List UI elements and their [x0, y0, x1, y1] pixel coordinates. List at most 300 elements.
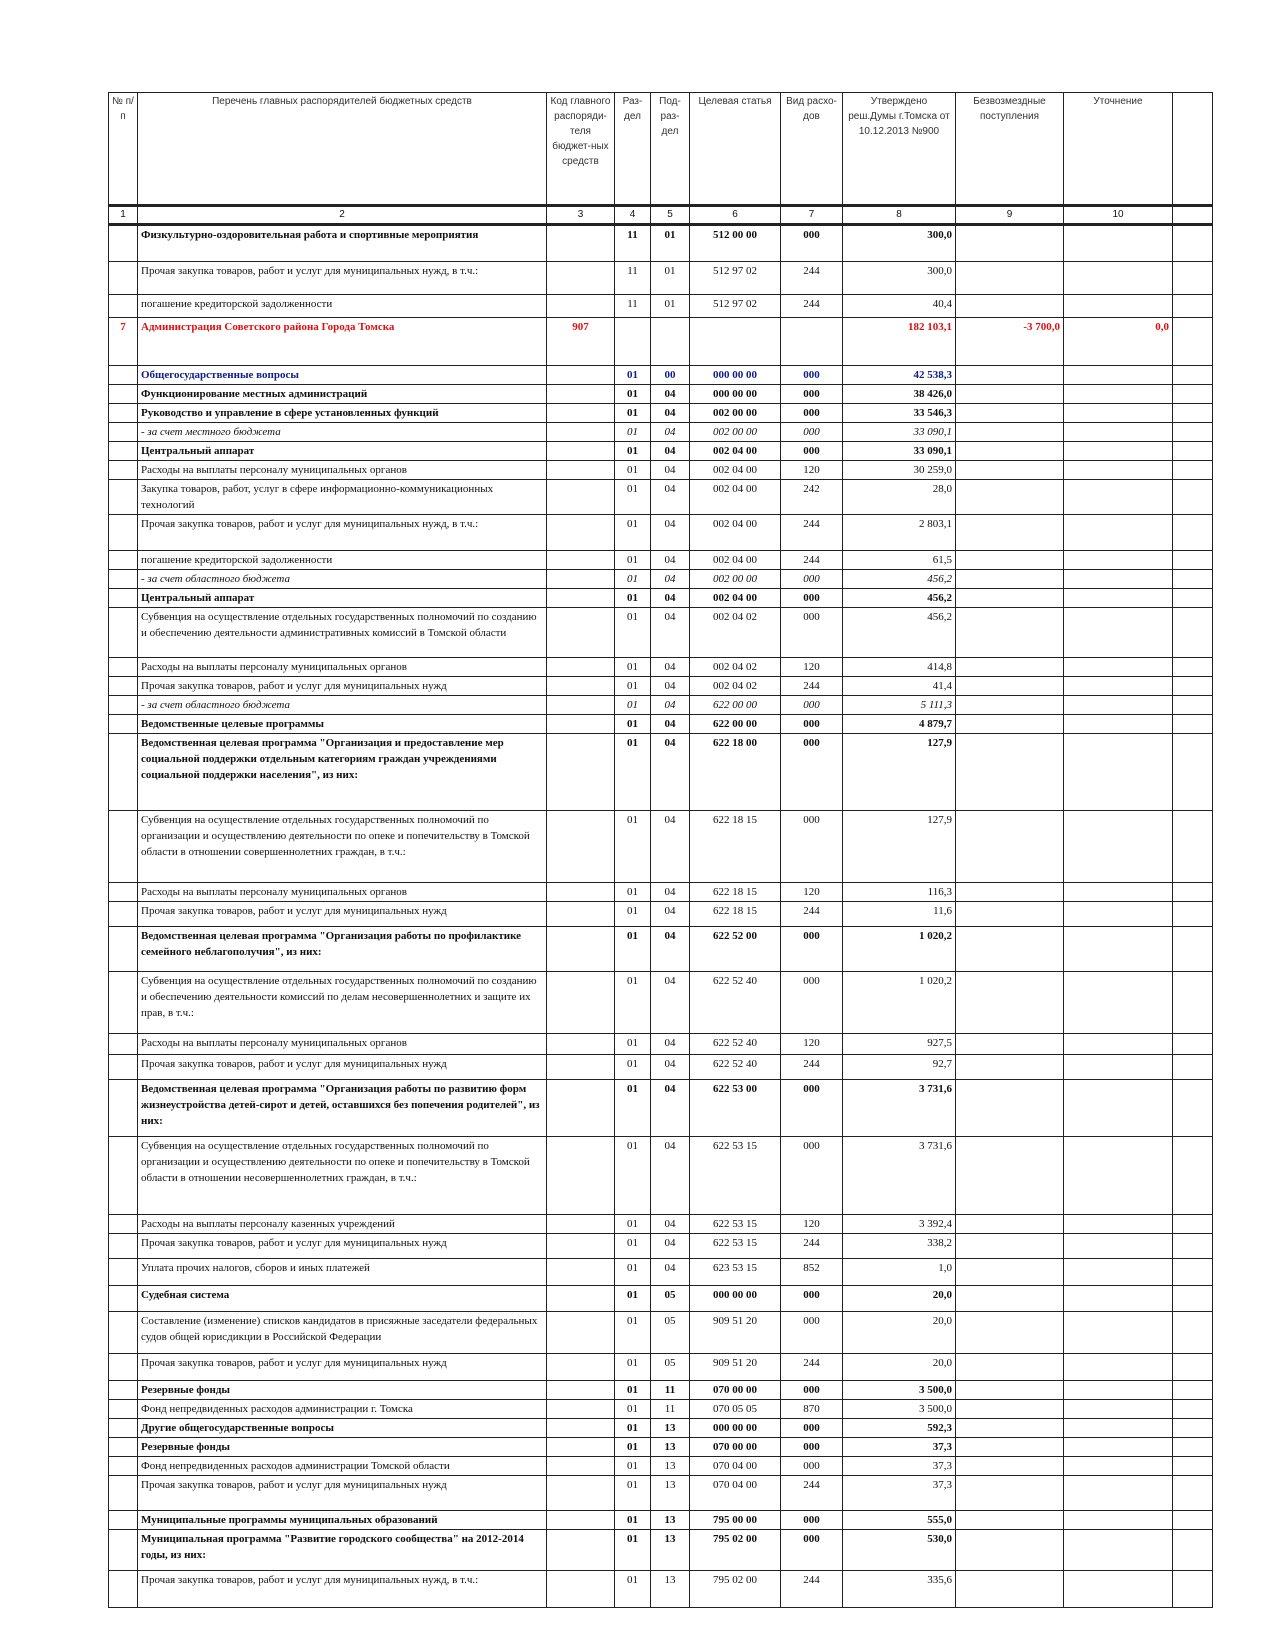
cell-expense-type: 244	[781, 1354, 843, 1381]
cell-extra	[1173, 1080, 1213, 1137]
cell-approved: Утверждено реш.Думы г.Томска от 10.12.2013 №900	[843, 93, 956, 206]
cell-approved: 37,3	[843, 1457, 956, 1476]
cell-target-article: 623 53 15	[690, 1259, 781, 1286]
cell-approved: 20,0	[843, 1286, 956, 1312]
cell-subsection: 04	[651, 385, 690, 404]
cell-gratuitous	[956, 972, 1064, 1034]
cell-subsection: 04	[651, 927, 690, 972]
cell-num	[109, 385, 138, 404]
cell-refinement	[1064, 1259, 1173, 1286]
table-row	[109, 366, 1213, 385]
cell-expense-type: 000	[781, 570, 843, 589]
table-row	[109, 1571, 1213, 1608]
table-row	[109, 734, 1213, 811]
cell-num	[109, 423, 138, 442]
cell-target-article: 795 02 00	[690, 1571, 781, 1608]
cell-target-article: 909 51 20	[690, 1312, 781, 1354]
cell-refinement	[1064, 658, 1173, 677]
cell-subsection: 01	[651, 262, 690, 295]
cell-extra	[1173, 927, 1213, 972]
cell-approved: 37,3	[843, 1438, 956, 1457]
table-row	[109, 385, 1213, 404]
cell-name: Муниципальная программа "Развитие городского сообщества" на 2012-2014 годы, из них:	[138, 1530, 547, 1571]
cell-expense-type: 120	[781, 1034, 843, 1055]
cell-target-article: 000 00 00	[690, 385, 781, 404]
cell-refinement	[1064, 1286, 1173, 1312]
cell-refinement	[1064, 442, 1173, 461]
cell-section: 01	[615, 1419, 651, 1438]
cell-subsection: Под-раз-дел	[651, 93, 690, 206]
cell-refinement	[1064, 461, 1173, 480]
table-row	[109, 423, 1213, 442]
cell-target-article: 070 04 00	[690, 1476, 781, 1511]
cell-code	[547, 811, 615, 883]
cell-gratuitous	[956, 1259, 1064, 1286]
cell-expense-type: 7	[781, 206, 843, 225]
table-row	[109, 1034, 1213, 1055]
cell-extra	[1173, 902, 1213, 927]
cell-num	[109, 677, 138, 696]
cell-gratuitous	[956, 1511, 1064, 1530]
cell-gratuitous	[956, 1286, 1064, 1312]
cell-approved: 33 546,3	[843, 404, 956, 423]
cell-section: 01	[615, 480, 651, 515]
cell-section: 01	[615, 1530, 651, 1571]
cell-num	[109, 461, 138, 480]
cell-target-article: 6	[690, 206, 781, 225]
cell-section: 01	[615, 658, 651, 677]
cell-gratuitous	[956, 423, 1064, 442]
cell-refinement	[1064, 262, 1173, 295]
cell-approved: 42 538,3	[843, 366, 956, 385]
cell-gratuitous	[956, 658, 1064, 677]
cell-name: Ведомственная целевая программа "Организация работы по развитию форм жизнеустройства детей-сирот и детей, оставшихся без попечения родителей", из них:	[138, 1080, 547, 1137]
cell-subsection	[651, 318, 690, 366]
cell-expense-type: 000	[781, 1511, 843, 1530]
cell-expense-type: 000	[781, 589, 843, 608]
cell-extra	[1173, 515, 1213, 551]
cell-gratuitous	[956, 1234, 1064, 1259]
cell-section: 01	[615, 366, 651, 385]
cell-refinement	[1064, 1080, 1173, 1137]
cell-refinement	[1064, 715, 1173, 734]
cell-target-article: Целевая статья	[690, 93, 781, 206]
cell-approved: 61,5	[843, 551, 956, 570]
cell-section: 01	[615, 608, 651, 658]
cell-code	[547, 385, 615, 404]
cell-extra	[1173, 1419, 1213, 1438]
cell-section: 01	[615, 902, 651, 927]
cell-gratuitous	[956, 1055, 1064, 1080]
cell-target-article: 002 00 00	[690, 404, 781, 423]
cell-gratuitous	[956, 608, 1064, 658]
cell-target-article: 002 04 00	[690, 515, 781, 551]
cell-section: 01	[615, 696, 651, 715]
cell-refinement	[1064, 1571, 1173, 1608]
cell-name: Прочая закупка товаров, работ и услуг для муниципальных нужд	[138, 1234, 547, 1259]
cell-name: Прочая закупка товаров, работ и услуг для муниципальных нужд, в т.ч.:	[138, 1571, 547, 1608]
cell-refinement	[1064, 423, 1173, 442]
cell-expense-type: 244	[781, 295, 843, 318]
cell-subsection: 04	[651, 461, 690, 480]
cell-gratuitous	[956, 715, 1064, 734]
cell-num	[109, 1571, 138, 1608]
cell-code	[547, 1381, 615, 1400]
cell-expense-type: 000	[781, 1530, 843, 1571]
cell-code	[547, 1259, 615, 1286]
cell-name: Ведомственная целевая программа "Организация работы по профилактике семейного неблагополучия", из них:	[138, 927, 547, 972]
cell-expense-type: 000	[781, 1286, 843, 1312]
cell-num	[109, 262, 138, 295]
cell-section: 4	[615, 206, 651, 225]
cell-section: 01	[615, 1286, 651, 1312]
cell-subsection: 13	[651, 1419, 690, 1438]
table-row	[109, 1381, 1213, 1400]
cell-section: 01	[615, 1438, 651, 1457]
cell-name: Расходы на выплаты персоналу казенных учреждений	[138, 1215, 547, 1234]
cell-section: 01	[615, 883, 651, 902]
cell-name: - за счет областного бюджета	[138, 696, 547, 715]
cell-gratuitous	[956, 1312, 1064, 1354]
cell-num	[109, 480, 138, 515]
cell-name: Прочая закупка товаров, работ и услуг для муниципальных нужд, в т.ч.:	[138, 262, 547, 295]
table-row	[109, 461, 1213, 480]
table-row	[109, 1476, 1213, 1511]
cell-target-article: 070 05 05	[690, 1400, 781, 1419]
cell-extra	[1173, 225, 1213, 262]
cell-gratuitous	[956, 1476, 1064, 1511]
cell-gratuitous	[956, 551, 1064, 570]
cell-gratuitous	[956, 1137, 1064, 1215]
cell-target-article: 002 04 00	[690, 589, 781, 608]
cell-target-article: 622 00 00	[690, 696, 781, 715]
cell-approved: 28,0	[843, 480, 956, 515]
cell-gratuitous: -3 700,0	[956, 318, 1064, 366]
cell-code	[547, 927, 615, 972]
cell-subsection: 5	[651, 206, 690, 225]
cell-extra	[1173, 1137, 1213, 1215]
cell-section: 01	[615, 1511, 651, 1530]
cell-expense-type: 000	[781, 1137, 843, 1215]
cell-section: 01	[615, 1571, 651, 1608]
cell-num	[109, 295, 138, 318]
cell-extra	[1173, 811, 1213, 883]
cell-section: 01	[615, 1034, 651, 1055]
cell-num	[109, 1457, 138, 1476]
cell-extra	[1173, 1381, 1213, 1400]
cell-refinement	[1064, 1234, 1173, 1259]
cell-gratuitous	[956, 404, 1064, 423]
cell-section: 01	[615, 461, 651, 480]
cell-subsection: 04	[651, 480, 690, 515]
cell-target-article: 512 00 00	[690, 225, 781, 262]
cell-extra	[1173, 1438, 1213, 1457]
cell-name: Общегосударственные вопросы	[138, 366, 547, 385]
cell-approved: 338,2	[843, 1234, 956, 1259]
cell-extra	[1173, 1055, 1213, 1080]
table-row	[109, 1457, 1213, 1476]
cell-gratuitous: Безвозмездные поступления	[956, 93, 1064, 206]
cell-num	[109, 1055, 138, 1080]
cell-gratuitous	[956, 262, 1064, 295]
cell-section: 11	[615, 262, 651, 295]
cell-subsection: 04	[651, 715, 690, 734]
table-row	[109, 1438, 1213, 1457]
table-row	[109, 262, 1213, 295]
cell-target-article: 622 53 15	[690, 1234, 781, 1259]
cell-section: 01	[615, 1055, 651, 1080]
cell-approved: 4 879,7	[843, 715, 956, 734]
cell-refinement	[1064, 696, 1173, 715]
cell-section: 01	[615, 811, 651, 883]
cell-target-article: 622 18 00	[690, 734, 781, 811]
cell-subsection: 11	[651, 1400, 690, 1419]
cell-num	[109, 366, 138, 385]
cell-target-article: 000 00 00	[690, 1419, 781, 1438]
cell-num	[109, 1259, 138, 1286]
cell-section: 01	[615, 972, 651, 1034]
cell-extra	[1173, 93, 1213, 206]
cell-subsection: 04	[651, 696, 690, 715]
cell-subsection: 04	[651, 404, 690, 423]
table-row	[109, 404, 1213, 423]
cell-num	[109, 1080, 138, 1137]
cell-code	[547, 734, 615, 811]
cell-section: 01	[615, 1381, 651, 1400]
cell-extra	[1173, 1400, 1213, 1419]
cell-extra	[1173, 461, 1213, 480]
cell-num	[109, 515, 138, 551]
cell-refinement	[1064, 1530, 1173, 1571]
cell-gratuitous	[956, 442, 1064, 461]
cell-code	[547, 1354, 615, 1381]
cell-section: 01	[615, 385, 651, 404]
cell-subsection: 04	[651, 811, 690, 883]
cell-code	[547, 608, 615, 658]
cell-gratuitous	[956, 515, 1064, 551]
cell-expense-type: 000	[781, 1381, 843, 1400]
cell-extra	[1173, 1354, 1213, 1381]
table-row	[109, 1234, 1213, 1259]
cell-subsection: 04	[651, 423, 690, 442]
cell-name: Муниципальные программы муниципальных образований	[138, 1511, 547, 1530]
cell-gratuitous	[956, 696, 1064, 715]
cell-gratuitous	[956, 677, 1064, 696]
cell-section: 01	[615, 1137, 651, 1215]
cell-code	[547, 551, 615, 570]
cell-subsection: 04	[651, 551, 690, 570]
cell-extra	[1173, 715, 1213, 734]
cell-target-article	[690, 318, 781, 366]
cell-gratuitous	[956, 225, 1064, 262]
cell-section: 01	[615, 1234, 651, 1259]
cell-target-article: 002 00 00	[690, 570, 781, 589]
cell-subsection: 04	[651, 1215, 690, 1234]
cell-extra	[1173, 972, 1213, 1034]
cell-gratuitous	[956, 1080, 1064, 1137]
cell-gratuitous: 9	[956, 206, 1064, 225]
cell-target-article: 622 52 40	[690, 1055, 781, 1080]
cell-approved: 40,4	[843, 295, 956, 318]
cell-subsection: 04	[651, 902, 690, 927]
cell-gratuitous	[956, 385, 1064, 404]
cell-approved: 3 500,0	[843, 1400, 956, 1419]
cell-extra	[1173, 1215, 1213, 1234]
column-number-row	[109, 206, 1213, 225]
cell-gratuitous	[956, 366, 1064, 385]
cell-gratuitous	[956, 461, 1064, 480]
cell-section: 01	[615, 1457, 651, 1476]
cell-subsection: 04	[651, 677, 690, 696]
cell-refinement	[1064, 1312, 1173, 1354]
cell-num	[109, 225, 138, 262]
cell-subsection: 04	[651, 658, 690, 677]
table-row	[109, 972, 1213, 1034]
cell-num	[109, 1234, 138, 1259]
cell-subsection: 13	[651, 1571, 690, 1608]
cell-code	[547, 404, 615, 423]
cell-code	[547, 883, 615, 902]
cell-expense-type: 000	[781, 1457, 843, 1476]
cell-name: Резервные фонды	[138, 1381, 547, 1400]
cell-num	[109, 570, 138, 589]
cell-subsection: 13	[651, 1511, 690, 1530]
cell-approved: 92,7	[843, 1055, 956, 1080]
cell-extra	[1173, 262, 1213, 295]
cell-code	[547, 1571, 615, 1608]
cell-refinement	[1064, 927, 1173, 972]
table-row	[109, 1259, 1213, 1286]
cell-approved: 182 103,1	[843, 318, 956, 366]
cell-target-article: 622 52 40	[690, 1034, 781, 1055]
cell-section: 01	[615, 1400, 651, 1419]
cell-name: Расходы на выплаты персоналу муниципальных органов	[138, 883, 547, 902]
cell-refinement	[1064, 295, 1173, 318]
table-row	[109, 1137, 1213, 1215]
cell-expense-type: 244	[781, 677, 843, 696]
cell-name: Функционирование местных администраций	[138, 385, 547, 404]
cell-num	[109, 715, 138, 734]
cell-expense-type: 242	[781, 480, 843, 515]
cell-target-article: 070 04 00	[690, 1457, 781, 1476]
cell-expense-type: 120	[781, 883, 843, 902]
cell-extra	[1173, 608, 1213, 658]
table-row	[109, 1530, 1213, 1571]
cell-target-article: 909 51 20	[690, 1354, 781, 1381]
table-row	[109, 1215, 1213, 1234]
cell-expense-type: 244	[781, 1476, 843, 1511]
cell-approved: 33 090,1	[843, 423, 956, 442]
table-row	[109, 295, 1213, 318]
cell-num	[109, 927, 138, 972]
cell-section: 01	[615, 404, 651, 423]
cell-code	[547, 423, 615, 442]
cell-name: Прочая закупка товаров, работ и услуг для муниципальных нужд	[138, 1055, 547, 1080]
cell-subsection: 04	[651, 1137, 690, 1215]
cell-target-article: 622 53 15	[690, 1215, 781, 1234]
cell-code	[547, 461, 615, 480]
cell-gratuitous	[956, 480, 1064, 515]
cell-code	[547, 696, 615, 715]
cell-refinement	[1064, 1476, 1173, 1511]
cell-refinement	[1064, 972, 1173, 1034]
cell-extra	[1173, 1511, 1213, 1530]
cell-name: Судебная система	[138, 1286, 547, 1312]
cell-extra	[1173, 696, 1213, 715]
cell-section: 01	[615, 1312, 651, 1354]
cell-refinement	[1064, 589, 1173, 608]
cell-gratuitous	[956, 1215, 1064, 1234]
cell-code	[547, 1055, 615, 1080]
budget-table	[108, 92, 1213, 1608]
cell-name: Центральный аппарат	[138, 442, 547, 461]
cell-target-article: 622 18 15	[690, 811, 781, 883]
cell-approved: 33 090,1	[843, 442, 956, 461]
cell-gratuitous	[956, 902, 1064, 927]
cell-extra	[1173, 1259, 1213, 1286]
cell-refinement	[1064, 1137, 1173, 1215]
cell-gratuitous	[956, 1438, 1064, 1457]
cell-approved: 3 731,6	[843, 1137, 956, 1215]
cell-target-article: 002 04 02	[690, 677, 781, 696]
cell-approved: 3 731,6	[843, 1080, 956, 1137]
cell-gratuitous	[956, 570, 1064, 589]
cell-gratuitous	[956, 1457, 1064, 1476]
cell-section: 01	[615, 551, 651, 570]
cell-expense-type: 244	[781, 1055, 843, 1080]
cell-extra	[1173, 206, 1213, 225]
table-row	[109, 1286, 1213, 1312]
cell-section: 01	[615, 1476, 651, 1511]
cell-extra	[1173, 883, 1213, 902]
cell-subsection: 05	[651, 1286, 690, 1312]
table-row	[109, 318, 1213, 366]
cell-section: 01	[615, 734, 651, 811]
cell-refinement	[1064, 366, 1173, 385]
table-row	[109, 589, 1213, 608]
cell-approved: 456,2	[843, 608, 956, 658]
cell-gratuitous	[956, 1419, 1064, 1438]
cell-target-article: 000 00 00	[690, 366, 781, 385]
cell-name: Руководство и управление в сфере установленных функций	[138, 404, 547, 423]
cell-subsection: 04	[651, 972, 690, 1034]
table-row	[109, 225, 1213, 262]
cell-refinement	[1064, 1400, 1173, 1419]
table-row	[109, 480, 1213, 515]
table-row	[109, 1354, 1213, 1381]
cell-refinement	[1064, 734, 1173, 811]
cell-refinement: Уточнение	[1064, 93, 1173, 206]
cell-num	[109, 1354, 138, 1381]
cell-gratuitous	[956, 811, 1064, 883]
cell-target-article: 622 53 00	[690, 1080, 781, 1137]
cell-code	[547, 1034, 615, 1055]
cell-code	[547, 1286, 615, 1312]
cell-refinement	[1064, 677, 1173, 696]
cell-approved: 38 426,0	[843, 385, 956, 404]
cell-approved: 41,4	[843, 677, 956, 696]
cell-num	[109, 1438, 138, 1457]
cell-target-article: 002 04 00	[690, 551, 781, 570]
cell-code	[547, 677, 615, 696]
cell-name: Расходы на выплаты персоналу муниципальных органов	[138, 658, 547, 677]
cell-code	[547, 1530, 615, 1571]
cell-code: Код главного распоряди-теля бюджет-ных средств	[547, 93, 615, 206]
cell-approved: 3 392,4	[843, 1215, 956, 1234]
cell-extra	[1173, 385, 1213, 404]
cell-expense-type: 000	[781, 696, 843, 715]
cell-subsection: 04	[651, 442, 690, 461]
